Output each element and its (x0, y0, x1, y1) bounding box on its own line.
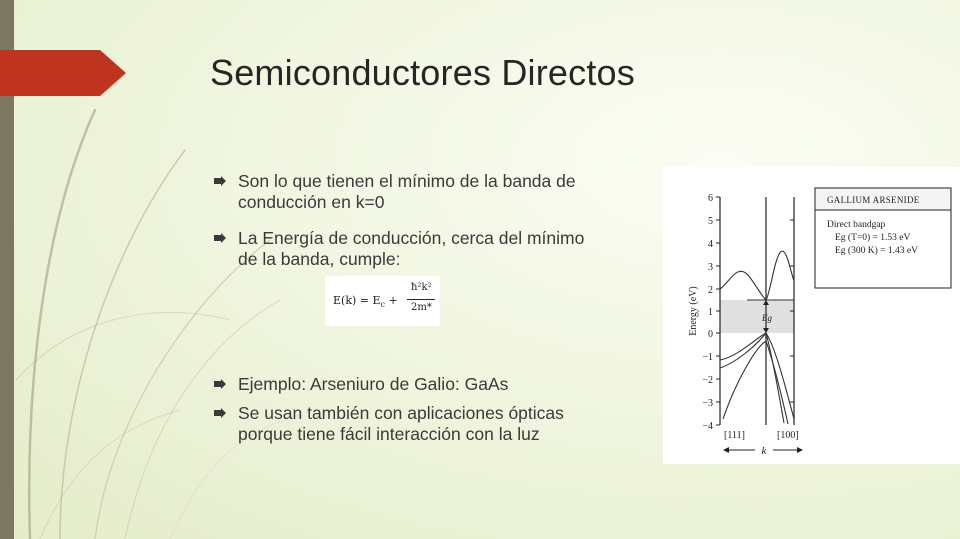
arrow-bullet-icon (214, 233, 226, 243)
x-tick-label: [100] (777, 430, 799, 441)
title-accent-arrow (0, 50, 130, 96)
info-box-title: Gallium arsenide (827, 195, 920, 205)
y-tick-label: 6 (708, 193, 713, 204)
bullet-item (214, 228, 654, 270)
bullet-text-line: de la banda, cumple: (238, 249, 401, 269)
slide-title: Semiconductores Directos (210, 52, 635, 93)
arrow-right-icon (797, 447, 803, 453)
formula-fraction-bar (407, 299, 435, 300)
bullet-item (214, 403, 654, 445)
y-tick-label: −2 (702, 375, 713, 386)
y-tick-label: 5 (708, 216, 713, 227)
formula-lhs: $E(k) = E_c$ + (333, 294, 398, 310)
bandgap-shading (720, 300, 794, 333)
y-tick-label: 1 (708, 307, 713, 318)
band-curves (720, 251, 794, 424)
y-tick-label: 0 (708, 329, 713, 340)
arrow-bullet-icon (214, 176, 226, 186)
info-line: Direct bandgap (827, 220, 886, 230)
arrow-bullet-icon (214, 379, 226, 389)
dispersion-formula (325, 276, 440, 326)
y-tick-label: −3 (702, 398, 713, 409)
y-tick-label: 3 (708, 262, 713, 273)
y-tick-label: −4 (702, 421, 713, 432)
bullet-text-line: Se usan también con aplicaciones ópticas (238, 403, 564, 423)
formula-numerator: ħ²k² (411, 282, 432, 293)
arrow-left-icon (723, 447, 729, 453)
info-line: Eg (300 K) = 1.43 eV (835, 246, 918, 256)
x-axis-label: k (761, 445, 767, 457)
bullet-text-line: porque tiene fácil interacción con la luz (238, 424, 540, 444)
band-structure-figure (663, 167, 960, 464)
y-tick-label: −1 (702, 352, 713, 363)
bullet-text-line: Ejemplo: Arseniuro de Galio: GaAs (238, 374, 509, 394)
bullet-item (214, 171, 654, 213)
y-axis-label: Energy (eV) (688, 286, 699, 336)
bullet-text-line: Son lo que tienen el mínimo de la banda de (238, 171, 576, 191)
bullet-item (214, 374, 654, 395)
arrow-bullet-icon (214, 408, 226, 418)
bullet-text-line: conducción en k=0 (238, 192, 385, 212)
eg-label: Eg (762, 313, 772, 323)
formula-denominator: 2m* (411, 302, 432, 313)
y-tick-label: 4 (708, 239, 713, 250)
band-structure-diagram (663, 167, 960, 464)
x-tick-label: [111] (724, 430, 745, 441)
bullet-text-line: La Energía de conducción, cerca del mínimo (238, 228, 585, 248)
info-line: Eg (T=0) = 1.53 eV (835, 233, 911, 243)
y-tick-label: 2 (708, 285, 713, 296)
